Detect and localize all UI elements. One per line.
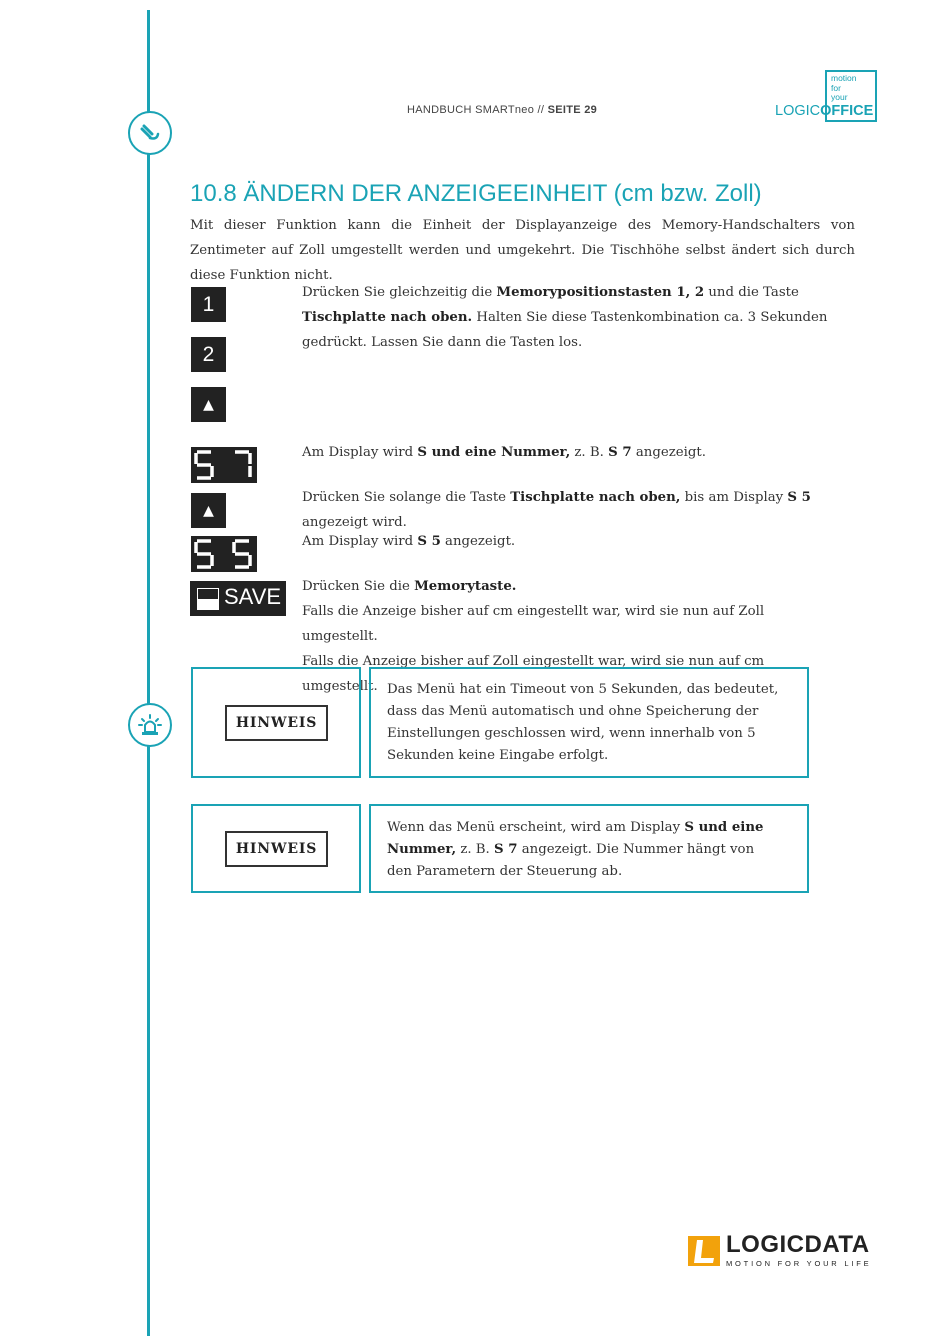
- logo-tagline: [831, 74, 857, 103]
- section-title: 10.8 ÄNDERN DER ANZEIGEEINHEIT (cm bzw. Zoll): [190, 180, 762, 207]
- memory-key-2: 2: [191, 337, 226, 372]
- text-run: Am Display wird: [302, 445, 418, 460]
- step-1-text: [302, 280, 842, 355]
- save-memory-key: [190, 581, 286, 616]
- bold-run: S 7: [608, 445, 632, 460]
- text-run: Drücken Sie solange die Taste: [302, 490, 511, 505]
- bold-run: S 7: [494, 842, 518, 857]
- logicdata-mark-icon: [688, 1234, 722, 1268]
- logo-wordmark: [775, 103, 873, 119]
- seven-segment-display-icon: [191, 536, 257, 572]
- text-run: Halten Sie diese Tastenkombination ca. 3 Sekunden gedrückt. Lassen Sie dann die Tasten los.: [302, 310, 828, 350]
- logo-tagline-line: motion: [831, 73, 857, 83]
- step-5-line: Falls die Anzeige bisher auf cm eingestellt war, wird sie nun auf Zoll umgestellt.: [302, 604, 765, 644]
- text-run: bis am Display: [680, 490, 788, 505]
- text-run: Drücken Sie die: [302, 579, 415, 594]
- step-5-line: Falls die Anzeige bisher auf Zoll eingestellt war, wird sie nun auf cm umgestellt.: [302, 654, 765, 694]
- text-run: Drücken Sie gleichzeitig die: [302, 285, 497, 300]
- logicdata-tagline: MOTION FOR YOUR LIFE: [726, 1259, 872, 1268]
- text-run: angezeigt. Die Nummer hängt von den Parametern der Steuerung ab.: [387, 842, 755, 879]
- bold-run: S 5: [417, 534, 441, 549]
- up-arrow-icon: ▲: [203, 396, 214, 413]
- note-text-box: [369, 667, 809, 778]
- text-run: z. B.: [570, 445, 609, 460]
- text-run: Wenn das Menü erscheint, wird am Display: [387, 820, 685, 835]
- step-3-text: [302, 485, 832, 535]
- logicdata-wordmark: LOGICDATA: [726, 1231, 870, 1258]
- memory-key-1: 1: [191, 287, 226, 322]
- hand-switch-icon: [128, 111, 172, 155]
- note-label-box: [191, 804, 361, 893]
- note-text: [387, 817, 767, 883]
- bold-run: S und eine Nummer,: [417, 445, 571, 460]
- text-run: und die Taste: [704, 285, 799, 300]
- page-header: [407, 104, 597, 116]
- doc-title: HANDBUCH SMARTneo: [407, 104, 535, 116]
- text-run: angezeigt.: [440, 534, 516, 549]
- bold-run: Tischplatte nach oben.: [302, 310, 473, 325]
- hinweis-label: HINWEIS: [225, 705, 328, 741]
- text-run: Am Display wird: [302, 534, 418, 549]
- warning-beacon-icon: [128, 703, 172, 747]
- save-label: SAVE: [224, 584, 282, 609]
- memory-icon: [197, 588, 219, 610]
- seven-segment-display-icon: [191, 447, 257, 483]
- up-arrow-key: [191, 493, 226, 528]
- bold-run: S 5: [787, 490, 811, 505]
- section-intro: Mit dieser Funktion kann die Einheit der Displayanzeige des Memory-Handschalters von Zentimeter auf Zoll umgestellt werden und umgekehrt. Die Tischhöhe selbst ändert sich durch diese Funktion nicht.: [190, 218, 855, 283]
- bold-run: Memorytaste.: [414, 579, 517, 594]
- note-text-box: [369, 804, 809, 893]
- display-s7: [191, 447, 257, 483]
- logo-tagline-line: for: [831, 82, 841, 93]
- logicoffice-logo: [775, 70, 885, 128]
- logo-word-logic: LOGIC: [775, 103, 821, 119]
- hinweis-label: HINWEIS: [225, 831, 328, 867]
- note-label-box: [191, 667, 361, 778]
- bold-run: Tischplatte nach oben,: [510, 490, 681, 505]
- display-s5: [191, 536, 257, 572]
- up-arrow-icon: ▲: [203, 502, 214, 519]
- step-2-text: [302, 440, 842, 465]
- note-text: Das Menü hat ein Timeout von 5 Sekunden, das bedeutet, dass das Menü automatisch und ohne Speicherung der Einstellungen geschlossen wird, wenn innerhalb von 5 Sekunden keine Eingabe erfolgt.: [387, 682, 779, 763]
- up-arrow-key: [191, 387, 226, 422]
- text-run: angezeigt.: [631, 445, 706, 460]
- logo-word-office: OFFICE: [820, 103, 874, 119]
- bold-run: S und eine Nummer,: [387, 820, 764, 857]
- header-separator: //: [534, 104, 548, 116]
- bold-run: Memorypositionstasten 1, 2: [496, 285, 705, 300]
- logicdata-logo: [688, 1231, 883, 1270]
- text-run: angezeigt wird.: [302, 515, 407, 530]
- logo-tagline-line: your: [831, 92, 848, 102]
- timeline-line: [147, 10, 150, 1336]
- page-number: SEITE 29: [547, 104, 598, 116]
- text-run: z. B.: [456, 842, 495, 857]
- step-4-text: [302, 529, 842, 554]
